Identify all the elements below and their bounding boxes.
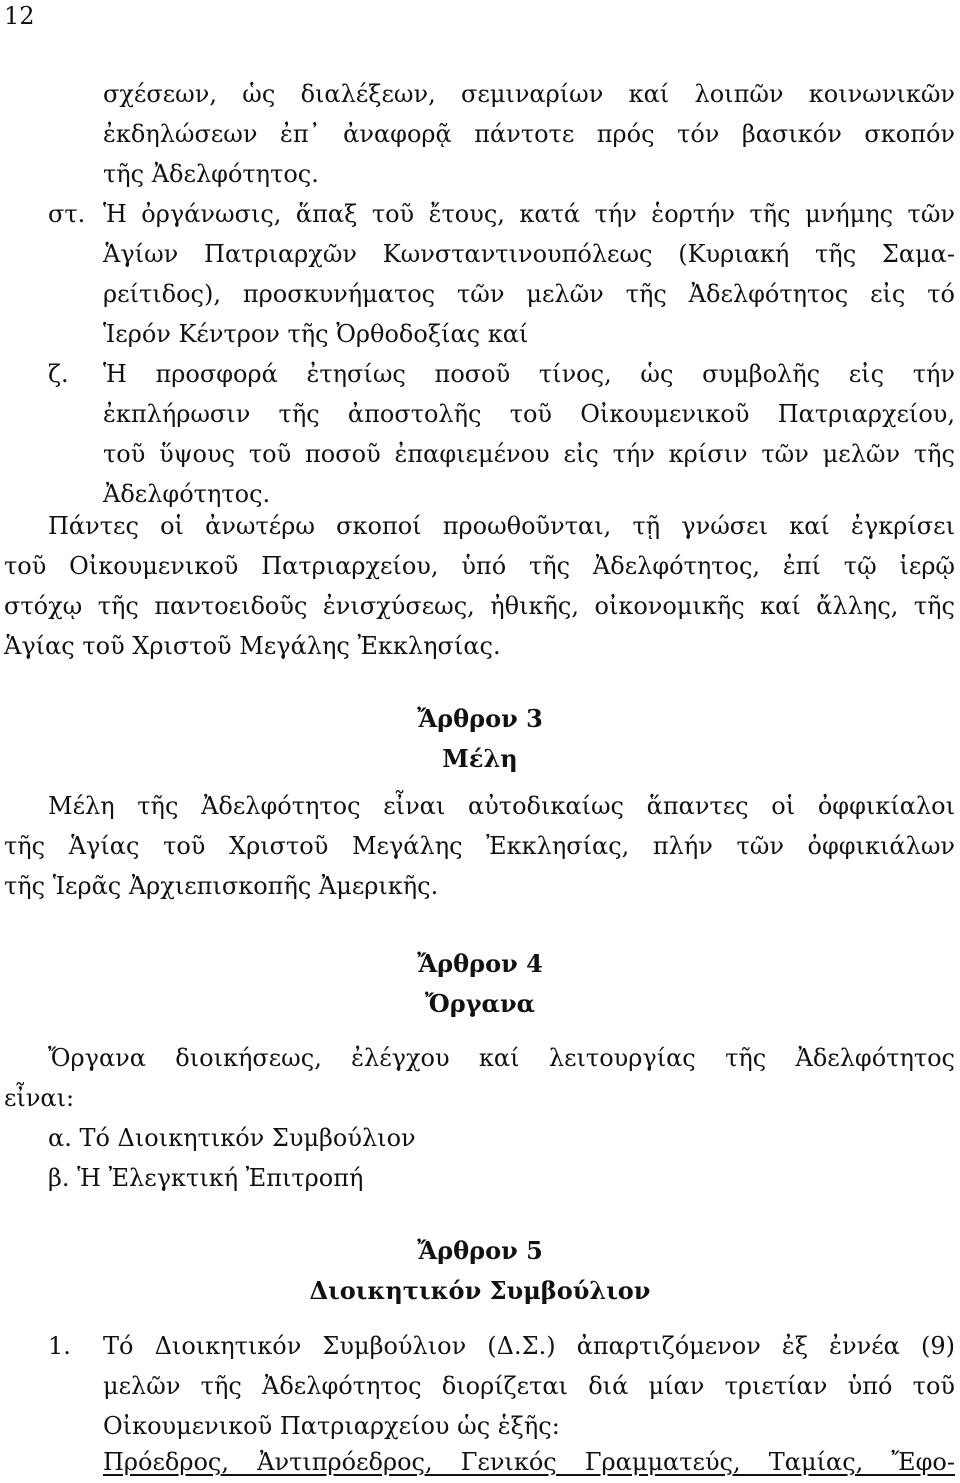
paragraph-line: Ἡ ὀργάνωσις, ἅπαξ τοῦ ἔτους, κατά τήν ἑορτήν τῆς μνήμης τῶν: [103, 200, 955, 228]
paragraph-line: τῆς Ἀδελφότητος.: [103, 160, 319, 188]
paragraph-line: ρείτιδος), προσκυνήματος τῶν μελῶν τῆς Ἀδελφότητος εἰς τό: [103, 280, 955, 308]
article-title: Ὄργανα: [424, 989, 536, 1018]
list-marker: ζ.: [48, 360, 69, 388]
organ-list-item: α. Τό Διοικητικόν Συμβούλιον: [48, 1124, 416, 1152]
paragraph-line: τῆς Ἱερᾶς Ἀρχιεπισκοπῆς Ἀμερικῆς.: [4, 872, 439, 900]
paragraph-line: Ἁγίας τοῦ Χριστοῦ Μεγάλης Ἐκκλησίας.: [4, 632, 501, 660]
paragraph-line: Ὄργανα διοικήσεως, ἐλέγχου καί λειτουργίας τῆς Ἀδελφότητος: [48, 1044, 955, 1072]
paragraph-line: Ἱερόν Κέντρον τῆς Ὀρθοδοξίας καί: [103, 320, 529, 348]
paragraph-line: τοῦ Οἰκουμενικοῦ Πατριαρχείου, ὑπό τῆς Ἀδελφότητος, ἐπί τῷ ἱερῷ: [4, 552, 955, 580]
list-marker: στ.: [48, 200, 86, 228]
article-heading: Ἄρθρον 4: [417, 949, 543, 978]
paragraph-line: Πάντες οἱ ἀνωτέρω σκοποί προωθοῦνται, τῇ γνώσει καί ἐγκρίσει: [48, 512, 955, 540]
article-heading: Ἄρθρον 3: [417, 704, 543, 733]
paragraph-line: τῆς Ἁγίας τοῦ Χριστοῦ Μεγάλης Ἐκκλησίας, πλήν τῶν ὀφφικιάλων: [4, 832, 955, 860]
paragraph-line: Ἁγίων Πατριαρχῶν Κωνσταντινουπόλεως (Κυριακή τῆς Σαμα-: [103, 240, 955, 268]
organ-list-item: β. Ἡ Ἐλεγκτική Ἐπιτροπή: [48, 1164, 364, 1192]
paragraph-line: Μέλη τῆς Ἀδελφότητος εἶναι αὐτοδικαίως ἅπαντες οἱ ὀφφικίαλοι: [48, 792, 955, 820]
paragraph-line: εἶναι:: [4, 1084, 75, 1112]
paragraph-line: Ἀδελφότητος.: [103, 480, 271, 508]
paragraph-line: Τό Διοικητικόν Συμβούλιον (Δ.Σ.) ἀπαρτιζόμενον ἐξ ἐννέα (9): [103, 1332, 955, 1360]
article-title: Διοικητικόν Συμβούλιον: [309, 1276, 651, 1305]
paragraph-line: Πρόεδρος, Ἀντιπρόεδρος, Γενικός Γραμματεύς, Ταμίας, Ἔφο-: [103, 1448, 955, 1476]
paragraph-line: ἐκδηλώσεων ἐπ᾽ ἀναφορᾷ πάντοτε πρός τόν βασικόν σκοπόν: [103, 120, 955, 148]
page-number: 12: [4, 2, 35, 30]
paragraph-line: Οἰκουμενικοῦ Πατριαρχείου ὡς ἑξῆς:: [103, 1412, 560, 1440]
list-marker: 1.: [48, 1332, 71, 1360]
paragraph-line: τοῦ ὕψους τοῦ ποσοῦ ἐπαφιεμένου εἰς τήν κρίσιν τῶν μελῶν τῆς: [103, 440, 955, 468]
paragraph-line: ἐκπλήρωσιν τῆς ἀποστολῆς τοῦ Οἰκουμενικοῦ Πατριαρχείου,: [103, 400, 955, 428]
paragraph-line: στόχῳ τῆς παντοειδοῦς ἐνισχύσεως, ἠθικῆς, οἰκονομικῆς καί ἄλλης, τῆς: [4, 592, 955, 620]
article-heading: Ἄρθρον 5: [417, 1236, 543, 1265]
paragraph-line: μελῶν τῆς Ἀδελφότητος διορίζεται διά μίαν τριετίαν ὑπό τοῦ: [103, 1372, 955, 1400]
paragraph-line: Ἡ προσφορά ἐτησίως ποσοῦ τίνος, ὡς συμβολῆς εἰς τήν: [103, 360, 955, 388]
paragraph-line: σχέσεων, ὡς διαλέξεων, σεμιναρίων καί λοιπῶν κοινωνικῶν: [103, 80, 955, 108]
article-title: Μέλη: [442, 744, 518, 773]
